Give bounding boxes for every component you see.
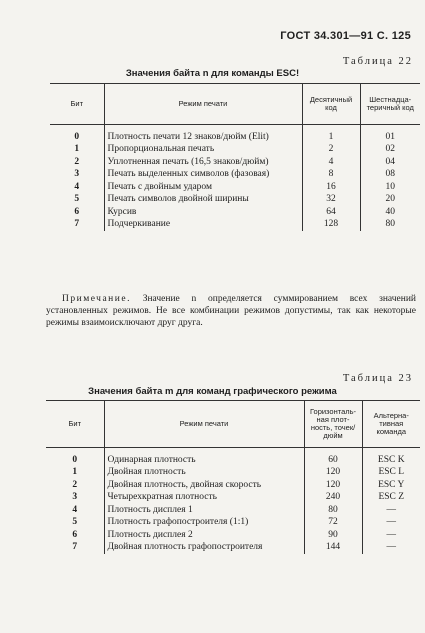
table23-cell-bit: 0 bbox=[72, 454, 78, 465]
table23-cell-mode: Плотность дисплея 1 bbox=[104, 504, 304, 517]
table22-cell-hex: 40 bbox=[360, 206, 420, 219]
table22-cell-dec: 2 bbox=[302, 143, 360, 156]
table-row bbox=[46, 479, 420, 492]
table22-cell-hex: 01 bbox=[360, 124, 420, 143]
table-row bbox=[50, 193, 420, 206]
table23-cell-bit: 1 bbox=[72, 467, 78, 477]
table-row bbox=[46, 447, 420, 466]
table-22-col-hex: Шестнадца-теричный код bbox=[360, 84, 420, 124]
table-23-body bbox=[46, 447, 420, 554]
table23-cell-bit: 3 bbox=[72, 492, 78, 502]
table22-cell-mode: Пропорциональная печать bbox=[104, 143, 302, 156]
table-row bbox=[50, 143, 420, 156]
table23-cell-dens: 90 bbox=[304, 529, 362, 542]
table-row bbox=[50, 124, 420, 143]
table23-cell-dens: 72 bbox=[304, 516, 362, 529]
table-23-number: Таблица 23 bbox=[342, 373, 413, 384]
table22-cell-hex: 04 bbox=[360, 156, 420, 169]
table23-cell-mode: Одинарная плотность bbox=[104, 447, 304, 466]
table22-cell-hex: 02 bbox=[360, 143, 420, 156]
table23-cell-dens: 60 bbox=[304, 447, 362, 466]
table23-cell-alt: ESC Y bbox=[362, 479, 420, 492]
table22-cell-bit: 7 bbox=[74, 219, 80, 229]
table-row bbox=[46, 516, 420, 529]
table22-cell-dec: 16 bbox=[302, 181, 360, 194]
table-22-col-dec: Десятичный код bbox=[302, 84, 360, 124]
page-header: ГОСТ 34.301—91 С. 125 bbox=[280, 30, 411, 42]
table-23-title: Значения байта m для команд графического режима bbox=[88, 386, 337, 397]
table23-cell-bit: 5 bbox=[72, 517, 78, 527]
table22-cell-bit: 1 bbox=[74, 144, 80, 154]
table23-cell-bit: 7 bbox=[72, 542, 78, 552]
table23-cell-dens: 120 bbox=[304, 479, 362, 492]
table22-cell-mode: Плотность печати 12 знаков/дюйм (Elit) bbox=[104, 124, 302, 143]
table-23-col-density: Горизонталь-ная плот-ность, точек/дюйм bbox=[304, 401, 362, 447]
note-label: Примечание. bbox=[62, 294, 131, 304]
table-23-col-mode: Режим печати bbox=[104, 401, 304, 447]
table23-cell-mode: Плотность графопостроителя (1:1) bbox=[104, 516, 304, 529]
table22-cell-dec: 8 bbox=[302, 168, 360, 181]
table22-cell-dec: 4 bbox=[302, 156, 360, 169]
table22-cell-bit: 3 bbox=[74, 169, 80, 179]
table23-cell-dens: 240 bbox=[304, 491, 362, 504]
table23-cell-alt: — bbox=[362, 504, 420, 517]
table22-cell-mode: Печать выделенных символов (фазовая) bbox=[104, 168, 302, 181]
table22-cell-bit: 2 bbox=[74, 156, 80, 167]
table-row bbox=[50, 206, 420, 219]
table22-cell-hex: 20 bbox=[360, 193, 420, 206]
table-22-number: Таблица 22 bbox=[342, 56, 413, 67]
table-22-col-mode: Режим печати bbox=[104, 84, 302, 124]
table23-cell-mode: Плотность дисплея 2 bbox=[104, 529, 304, 542]
table-22-title: Значения байта n для команды ESC! bbox=[125, 68, 300, 79]
table-row bbox=[50, 181, 420, 194]
table23-cell-alt: ESC K bbox=[362, 447, 420, 466]
table-row bbox=[50, 156, 420, 169]
table-row bbox=[46, 491, 420, 504]
table22-cell-dec: 128 bbox=[302, 218, 360, 231]
table22-cell-dec: 1 bbox=[302, 124, 360, 143]
table23-cell-mode: Двойная плотность, двойная скорость bbox=[104, 479, 304, 492]
table22-cell-hex: 80 bbox=[360, 218, 420, 231]
table23-cell-alt: — bbox=[362, 541, 420, 554]
table22-cell-mode: Уплотненная печать (16,5 знаков/дюйм) bbox=[104, 156, 302, 169]
table23-cell-bit: 2 bbox=[72, 479, 78, 490]
table23-cell-bit: 4 bbox=[72, 504, 78, 515]
table22-cell-bit: 5 bbox=[74, 194, 80, 204]
table-22 bbox=[50, 84, 420, 231]
table23-cell-alt: — bbox=[362, 529, 420, 542]
table-row bbox=[46, 466, 420, 479]
table22-cell-hex: 10 bbox=[360, 181, 420, 194]
table22-cell-mode: Печать с двойным ударом bbox=[104, 181, 302, 194]
table-row bbox=[46, 541, 420, 554]
table22-cell-bit: 0 bbox=[74, 131, 80, 142]
table22-cell-bit: 4 bbox=[74, 181, 80, 192]
table23-cell-dens: 144 bbox=[304, 541, 362, 554]
note-text: Значение n определяется суммированием всех значений установленных режимов. Не все комбинации режимов допустимы, так как некоторые режимы взаимоисключают друг друга. bbox=[46, 294, 416, 328]
table23-cell-alt: ESC Z bbox=[362, 491, 420, 504]
table-22-col-bit: Бит bbox=[50, 84, 104, 124]
table-23-col-bit: Бит bbox=[46, 401, 104, 447]
table-row bbox=[50, 168, 420, 181]
note bbox=[46, 293, 416, 329]
table22-cell-dec: 64 bbox=[302, 206, 360, 219]
table22-cell-mode: Подчеркивание bbox=[104, 218, 302, 231]
table23-cell-alt: — bbox=[362, 516, 420, 529]
table23-cell-mode: Четырехкратная плотность bbox=[104, 491, 304, 504]
table22-cell-dec: 32 bbox=[302, 193, 360, 206]
table23-cell-dens: 80 bbox=[304, 504, 362, 517]
table23-cell-bit: 6 bbox=[72, 529, 78, 540]
table-23-col-alt: Альтерна-тивная команда bbox=[362, 401, 420, 447]
table23-cell-dens: 120 bbox=[304, 466, 362, 479]
table-row bbox=[46, 504, 420, 517]
table23-cell-mode: Двойная плотность графопостроителя bbox=[104, 541, 304, 554]
table23-cell-alt: ESC L bbox=[362, 466, 420, 479]
table23-cell-mode: Двойная плотность bbox=[104, 466, 304, 479]
table-23 bbox=[46, 401, 420, 554]
table22-cell-hex: 08 bbox=[360, 168, 420, 181]
table-row bbox=[46, 529, 420, 542]
table-row bbox=[50, 218, 420, 231]
table22-cell-bit: 6 bbox=[74, 206, 80, 217]
table22-cell-mode: Печать символов двойной ширины bbox=[104, 193, 302, 206]
table-22-body bbox=[50, 124, 420, 231]
table22-cell-mode: Курсив bbox=[104, 206, 302, 219]
